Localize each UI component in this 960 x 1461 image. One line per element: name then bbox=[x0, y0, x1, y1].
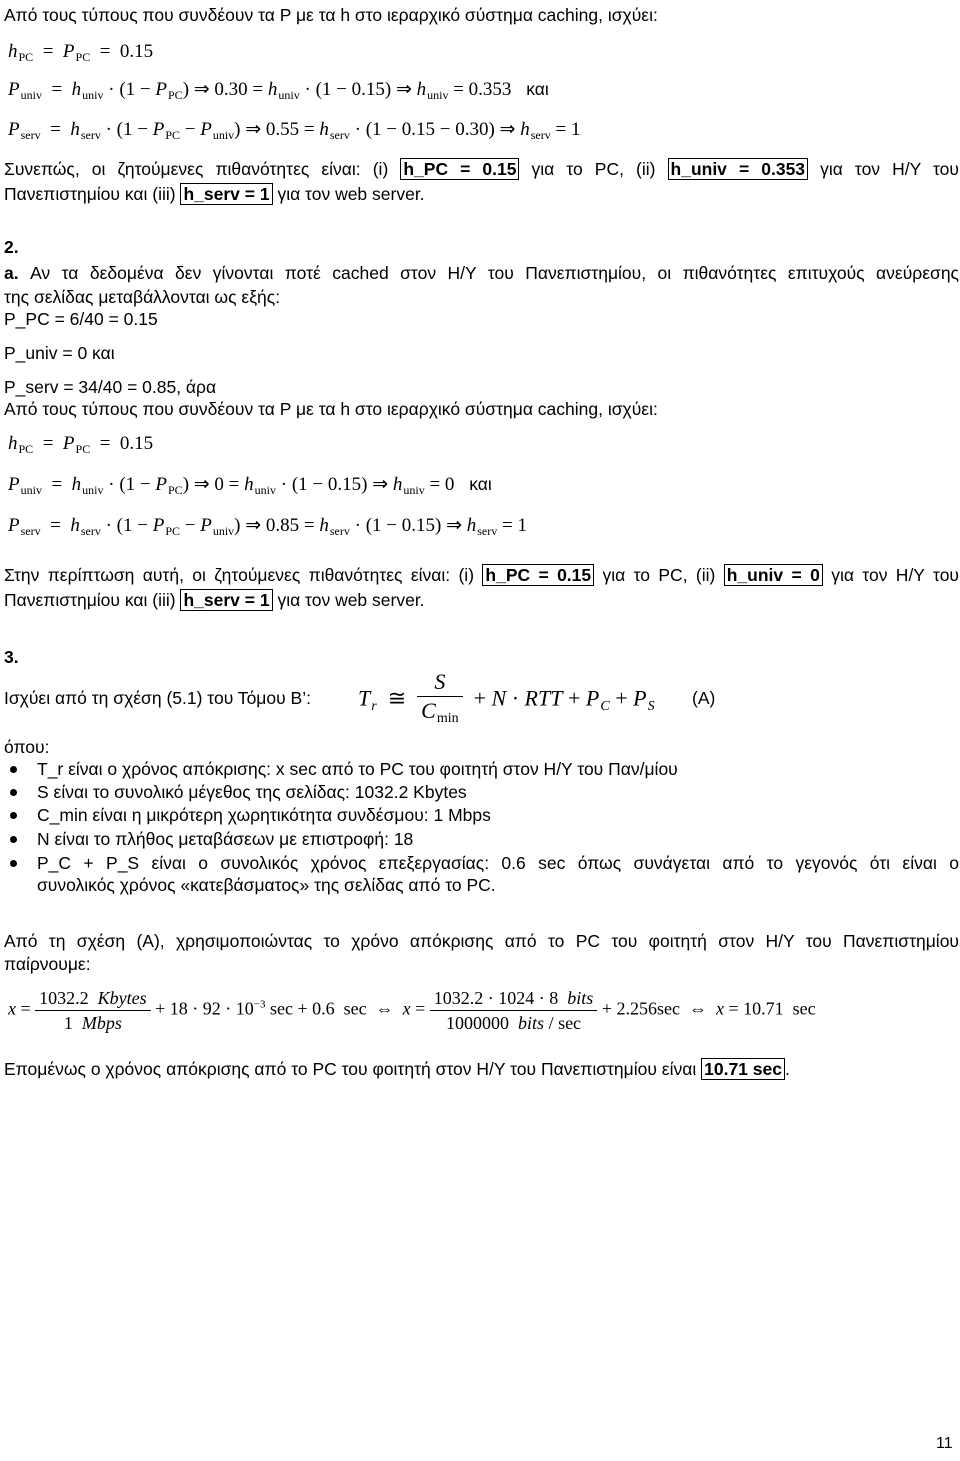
equation-label-a: (Α) bbox=[692, 688, 716, 708]
answer-value: h_univ = 0.353 bbox=[670, 159, 806, 179]
section-2-heading: 2. bbox=[4, 237, 19, 257]
fraction-size-over-bandwidth: $\frac{\text{1032.2 Kbytes}}{\text{1 Mbps}}$ bbox=[35, 986, 151, 1035]
final-answer-line bbox=[4, 1058, 790, 1080]
item-label-a: a. bbox=[4, 263, 19, 283]
section-3-heading: 3. bbox=[4, 647, 19, 667]
fraction-s-over-cmin: $\frac{S}{C_{min}}$ bbox=[417, 668, 462, 733]
response-time-calculation: x = $\frac{\text{1032.2 Kbytes}}{\text{1 Mbps}}$ + $18 \cdot 92 \cdot 10^{-3}$ sec + 0.6 sec ⇔ x = $\frac{\text{1032.2 · 1024 · 8 bits}}{\text{1000000 bits / sec}}$ + 2.256sec ⇔ x = 10.71 sec bbox=[8, 988, 816, 1033]
conclusion-text: για τον Η/Υ του bbox=[820, 159, 959, 179]
paragraph-text: Αν τα δεδομένα δεν γίνονται ποτέ cached στον Η/Υ του Πανεπιστημίου, οι πιθανότητες επιτυχούς ανεύρεσης bbox=[30, 263, 959, 283]
relation-text: Ισχύει από τη σχέση (5.1) του Τόμου Β’: bbox=[4, 688, 311, 708]
answer-value: h_PC = 0.15 bbox=[485, 565, 592, 585]
p-serv-line: P_serv = 34/40 = 0.85, άρα bbox=[4, 377, 217, 397]
intro-text: Από τους τύπους που συνδέουν τα P με τα h στο ιεραρχικό σύστημα caching, ισχύει: bbox=[4, 5, 658, 25]
conclusion-text: Πανεπιστημίου και (iii) bbox=[4, 184, 176, 204]
section-2a-line-2: της σελίδας μεταβάλλονται ως εξής: bbox=[4, 287, 281, 307]
conclusion-text: για τον web server. bbox=[277, 184, 425, 204]
conclusion-2-line-2 bbox=[4, 589, 425, 611]
and-word: και bbox=[469, 474, 492, 494]
list-item-continuation: συνολικός χρόνος «κατεβάσματος» της σελίδας από το PC. bbox=[37, 875, 496, 895]
bullet-icon bbox=[10, 860, 17, 867]
p-univ-line: P_univ = 0 και bbox=[4, 343, 115, 363]
bullet-icon bbox=[10, 836, 17, 843]
bullet-icon bbox=[10, 812, 17, 819]
answer-box-h-univ bbox=[668, 158, 809, 180]
and-word: και bbox=[526, 79, 549, 99]
final-answer-text: . bbox=[784, 1059, 790, 1079]
bullet-icon bbox=[10, 766, 17, 773]
from-relation-line-2: παίρνουμε: bbox=[4, 954, 91, 974]
list-item-text: P_C + P_S είναι ο συνολικός χρόνος επεξεργασίας: 0.6 sec όπως συνάγεται από το γεγονός ότι είναι ο bbox=[37, 853, 959, 873]
conclusion-text: για το PC, (ii) bbox=[602, 565, 716, 585]
answer-value: h_serv = 1 bbox=[183, 590, 270, 610]
conclusion-2-line-1 bbox=[4, 564, 959, 586]
answer-box-h-serv bbox=[180, 183, 272, 205]
conclusion-line-1 bbox=[4, 158, 959, 180]
final-answer-text: Επομένως ο χρόνος απόκρισης από το PC του φοιτητή στον Η/Υ του Πανεπιστημίου είναι bbox=[4, 1059, 697, 1079]
answer-box-h-pc bbox=[400, 158, 519, 180]
conclusion-text: Πανεπιστημίου και (iii) bbox=[4, 590, 176, 610]
answer-value: h_univ = 0 bbox=[726, 565, 820, 585]
final-answer-box bbox=[701, 1058, 785, 1080]
conclusion-line-2 bbox=[4, 183, 425, 205]
fraction-bits-over-rate: $\frac{\text{1032.2 · 1024 · 8 bits}}{\text{1000000 bits / sec}}$ bbox=[430, 986, 598, 1035]
answer-value: 10.71 sec bbox=[704, 1059, 782, 1079]
equation-p-serv: $P_{serv} = h_{serv} \cdot (1 - P_{PC} - P_{univ})$ ⇒ $0.55 = h_{serv} \cdot (1 - 0.15 - 0.30)$ ⇒ $h_{serv} = 1$ bbox=[8, 119, 581, 142]
from-relation-line-1: Από τη σχέση (Α), χρησιμοποιώντας το χρόνο απόκρισης από το PC του φοιτητή στον Η/Υ του Πανεπιστημίου bbox=[4, 931, 959, 951]
bullet-icon bbox=[10, 789, 17, 796]
list-item-text: C_min είναι η μικρότερη χωρητικότητα συνδέσμου: 1 Mbps bbox=[37, 805, 491, 825]
list-item-text: N είναι το πλήθος μεταβάσεων με επιστροφή: 18 bbox=[37, 829, 414, 849]
conclusion-text: για τον web server. bbox=[277, 590, 425, 610]
conclusion-text: Συνεπώς, οι ζητούμενες πιθανότητες είναι: (i) bbox=[4, 159, 389, 179]
answer-value: h_PC = 0.15 bbox=[403, 159, 517, 179]
conclusion-text: για το PC, (ii) bbox=[531, 159, 656, 179]
p-pc-line: P_PC = 6/40 = 0.15 bbox=[4, 309, 158, 329]
answer-box-h-univ-2 bbox=[724, 564, 823, 586]
where-label: όπου: bbox=[4, 737, 50, 757]
section-2a-line-1 bbox=[4, 262, 959, 284]
list-item-text: S είναι το συνολικό μέγεθος της σελίδας: 1032.2 Kbytes bbox=[37, 782, 467, 802]
equation-p-univ-2: $P_{univ} = h_{univ} \cdot (1 - P_{PC})$ ⇒ $0 = h_{univ} \cdot (1 - 0.15)$ ⇒ $h_{univ} = 0$ και bbox=[8, 474, 492, 497]
intro-text-2: Από τους τύπους που συνδέουν τα P με τα h στο ιεραρχικό σύστημα caching, ισχύει: bbox=[4, 399, 658, 419]
answer-box-h-serv-2 bbox=[180, 589, 272, 611]
equation-p-univ: $P_{univ} = h_{univ} \cdot (1 - P_{PC})$ ⇒ $0.30 = h_{univ} \cdot (1 - 0.15)$ ⇒ $h_{univ} = 0.353$ και bbox=[8, 79, 549, 102]
equation-p-serv-2: $P_{serv} = h_{serv} \cdot (1 - P_{PC} - P_{univ})$ ⇒ $0.85 = h_{serv} \cdot (1 - 0.15)$ ⇒ $h_{serv} = 1$ bbox=[8, 515, 527, 538]
answer-value: h_serv = 1 bbox=[183, 184, 270, 204]
equation-h-pc-2: $h_{PC} = P_{PC} = 0.15$ bbox=[8, 433, 154, 456]
equation-h-pc: $h_{PC} = P_{PC} = 0.15$ bbox=[8, 41, 154, 64]
list-item-text: T_r είναι ο χρόνος απόκρισης: x sec από το PC του φοιτητή στον Η/Υ του Παν/μίου bbox=[37, 759, 678, 779]
page-number: 11 bbox=[936, 1435, 953, 1452]
conclusion-text: για τον Η/Υ του bbox=[831, 565, 959, 585]
conclusion-text: Στην περίπτωση αυτή, οι ζητούμενες πιθανότητες είναι: (i) bbox=[4, 565, 475, 585]
answer-box-h-pc-2 bbox=[482, 564, 594, 586]
response-time-formula: $T_r$ ≅ $\frac{S}{C_{min}}$ + N · RTT + $P_C + P_S$ bbox=[358, 668, 655, 733]
